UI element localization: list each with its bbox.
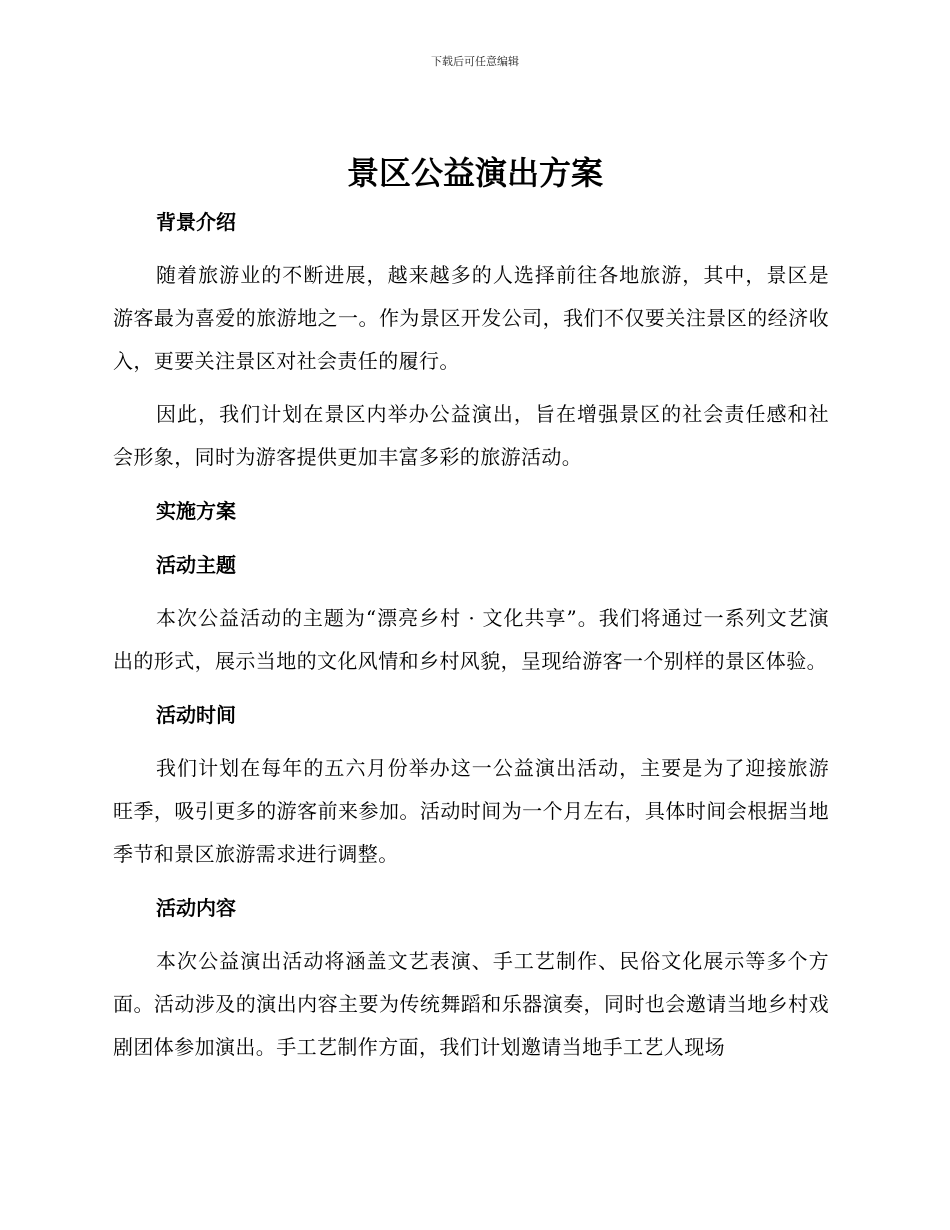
paragraph-background-2: 因此，我们计划在景区内举办公益演出，旨在增强景区的社会责任感和社会形象，同时为游客提供更加丰富多彩的旅游活动。 (113, 402, 829, 469)
paragraph-time-1: 我们计划在每年的五六月份举办这一公益演出活动，主要是为了迎接旅游旺季，吸引更多的游客前来参加。活动时间为一个月左右，具体时间会根据当地季节和景区旅游需求进行调整。 (113, 756, 829, 866)
heading-background: 背景介绍 (156, 210, 236, 234)
paragraph-content-1: 本次公益演出活动将涵盖文艺表演、手工艺制作、民俗文化展示等多个方面。活动涉及的演出内容主要为传统舞蹈和乐器演奏，同时也会邀请当地乡村戏剧团体参加演出。手工艺制作方面，我们计划邀请当地手工艺人现场 (113, 949, 829, 1059)
heading-theme: 活动主题 (156, 553, 236, 577)
heading-time: 活动时间 (156, 703, 236, 727)
document-title: 景区公益演出方案 (346, 154, 603, 192)
heading-plan: 实施方案 (156, 499, 236, 523)
document-body (113, 200, 829, 1079)
heading-content: 活动内容 (156, 896, 236, 920)
page-header-note: 下载后可任意编辑 (431, 55, 519, 68)
paragraph-background-1: 随着旅游业的不断进展，越来越多的人选择前往各地旅游，其中，景区是游客最为喜爱的旅游地之一。作为景区开发公司，我们不仅要关注景区的经济收入，更要关注景区对社会责任的履行。 (113, 263, 829, 373)
paragraph-theme-1: 本次公益活动的主题为“漂亮乡村 · 文化共享”。我们将通过一系列文艺演出的形式，展示当地的文化风情和乡村风貌，呈现给游客一个别样的景区体验。 (113, 606, 829, 673)
